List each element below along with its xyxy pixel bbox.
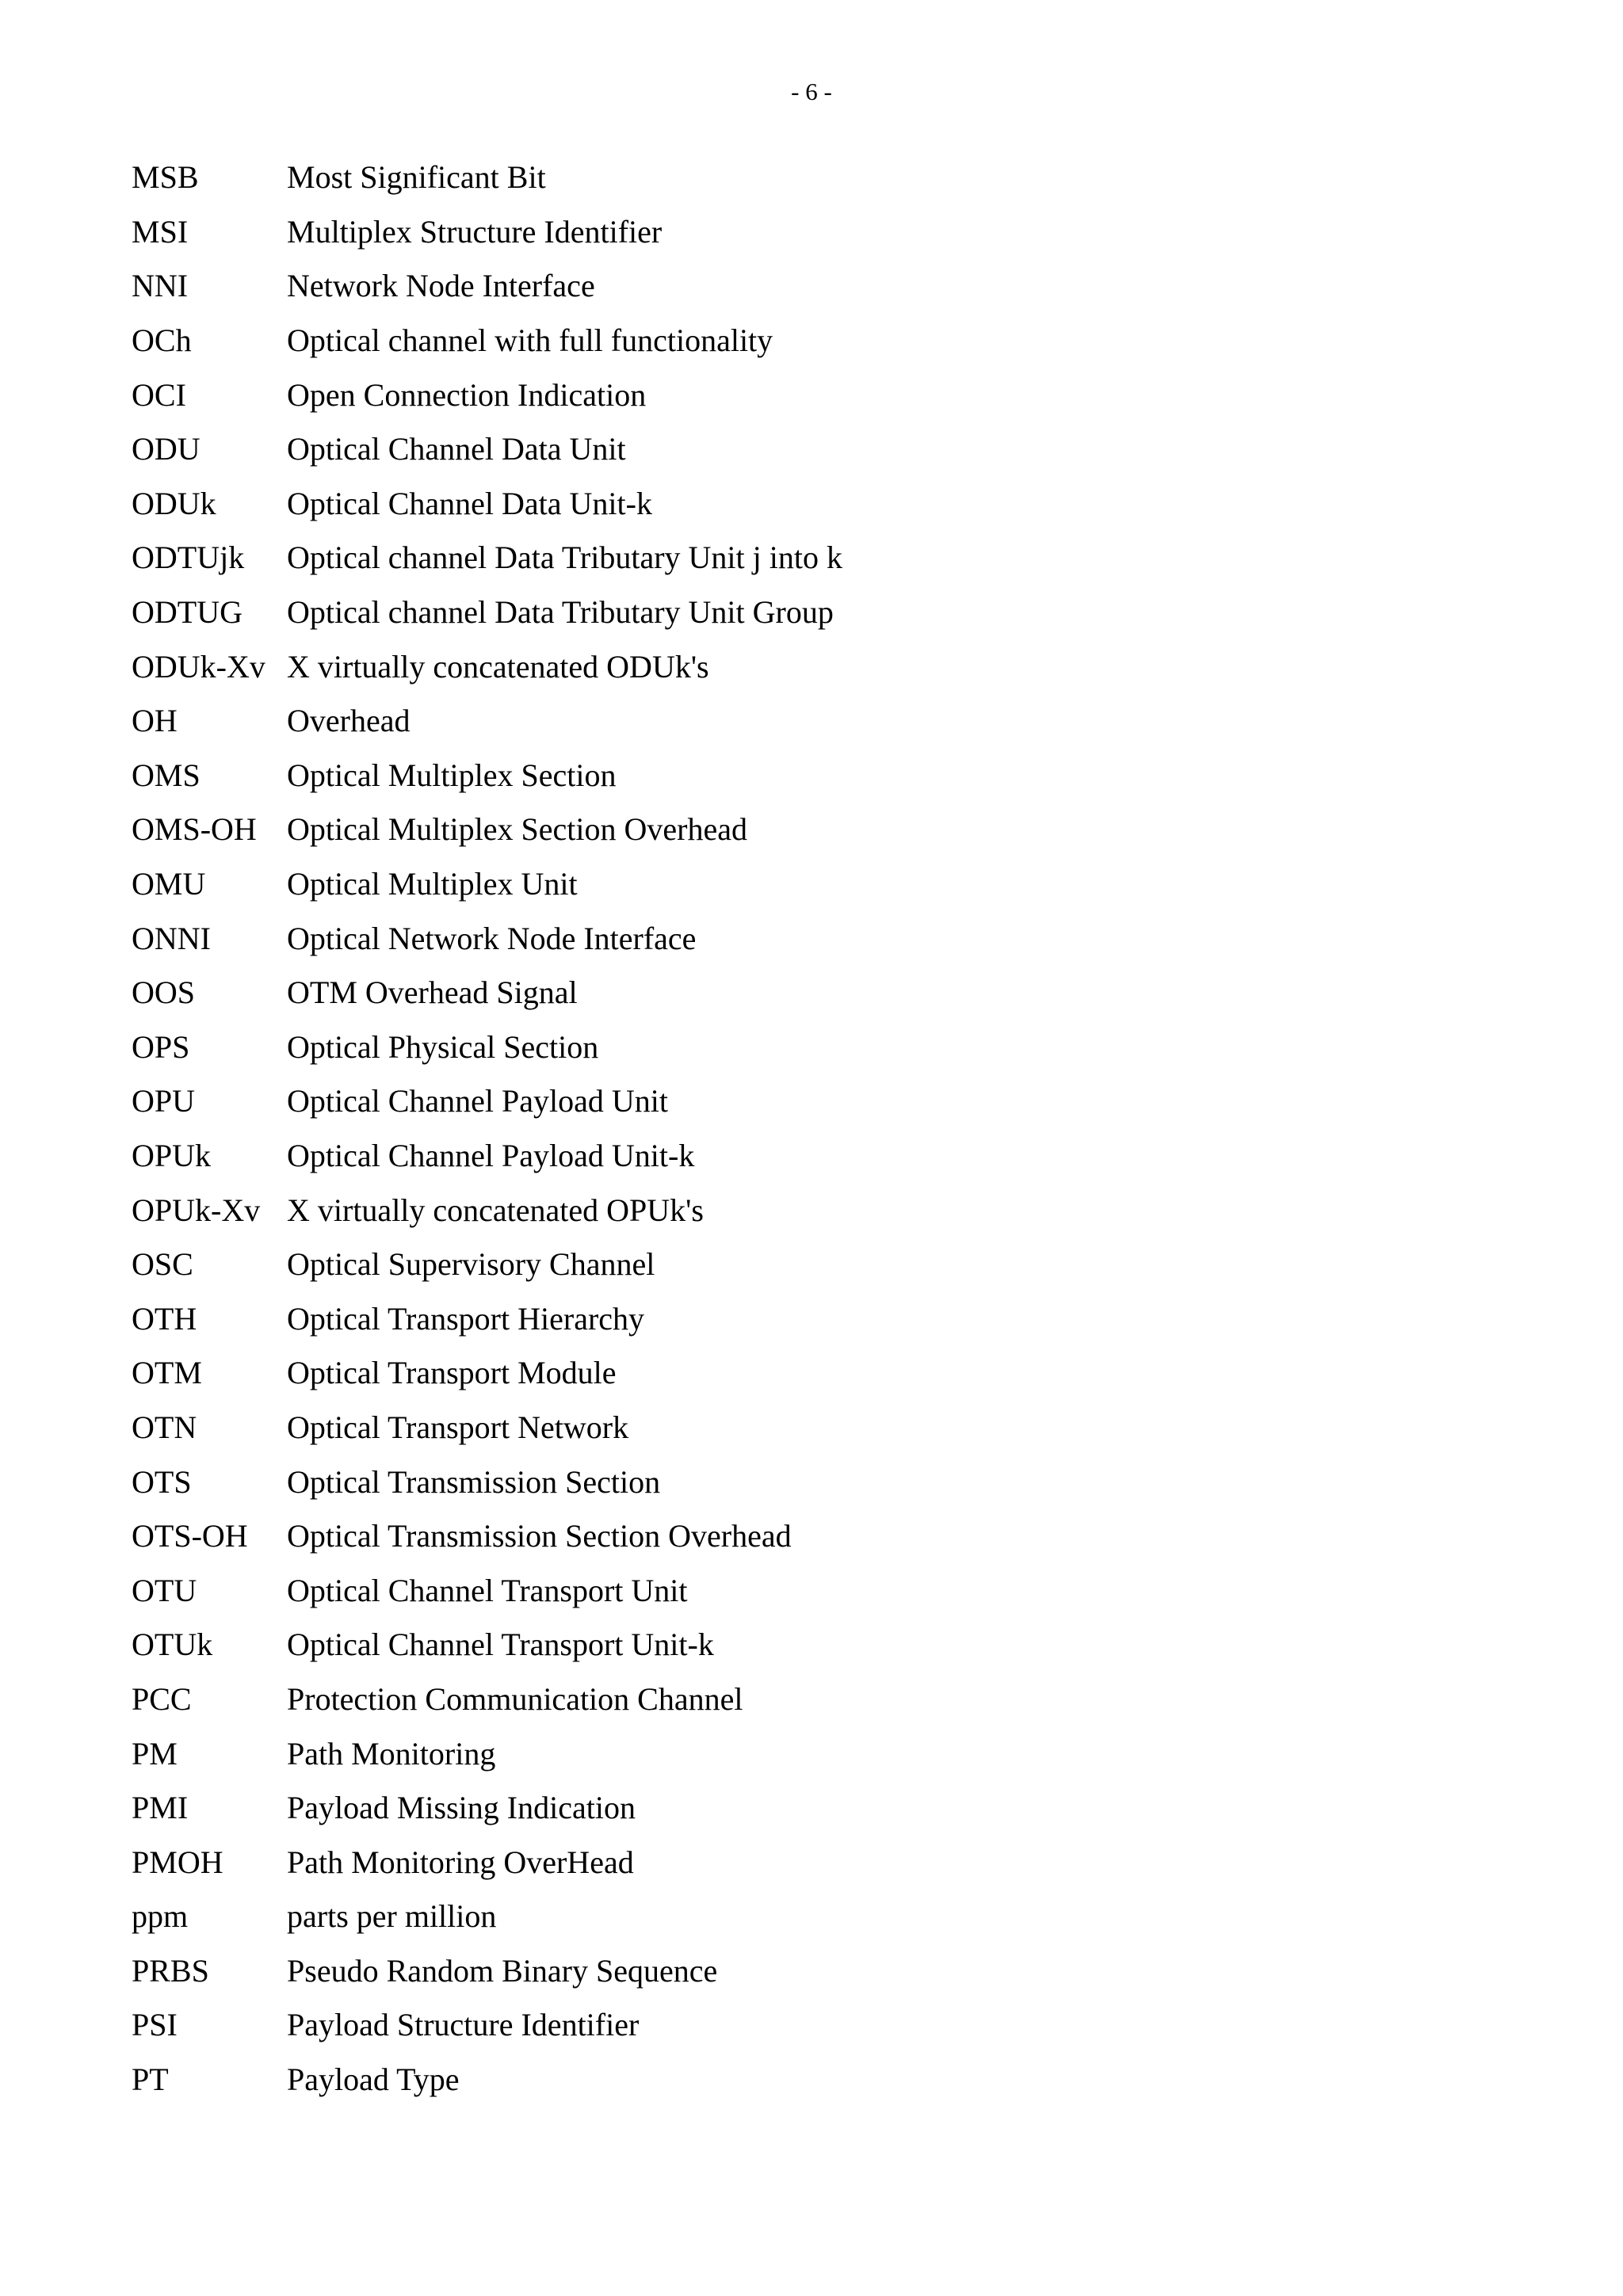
page-number: - 6 - [791,78,832,105]
abbreviation-row [132,857,1558,912]
abbreviation-definition: OTM Overhead Signal [287,974,578,1011]
abbreviation-definition: Optical channel with full functionality [287,322,773,359]
abbreviation-definition: X virtually concatenated ODUk's [287,648,709,685]
abbreviation-definition: Optical Network Node Interface [287,920,697,956]
abbreviation-definition: Optical Transmission Section Overhead [287,1518,792,1554]
abbreviation-definition: Optical Transport Module [287,1355,617,1391]
abbreviation-term: OCh [132,322,192,359]
abbreviation-term: ODTUjk [132,540,245,576]
abbreviation-term: ODUk [132,485,216,521]
abbreviation-term: ODU [132,431,200,467]
abbreviation-row [132,966,1558,1020]
abbreviation-definition: Protection Communication Channel [287,1680,743,1717]
abbreviation-row [132,1726,1558,1781]
abbreviation-term: OPUk-Xv [132,1192,261,1228]
abbreviation-term: OTM [132,1355,202,1391]
abbreviation-row [132,1672,1558,1727]
abbreviation-list [132,151,1558,2107]
abbreviation-definition: Multiplex Structure Identifier [287,213,663,250]
abbreviation-row [132,314,1558,368]
abbreviation-definition: Optical Multiplex Section [287,757,617,793]
abbreviation-definition: Optical Multiplex Unit [287,866,578,902]
abbreviation-row [132,1238,1558,1292]
abbreviation-term: NNI [132,268,189,304]
abbreviation-row [132,1074,1558,1129]
abbreviation-definition: Optical Physical Section [287,1028,599,1065]
abbreviation-term: PMI [132,1790,189,1826]
abbreviation-definition: Pseudo Random Binary Sequence [287,1952,718,1989]
abbreviation-row [132,422,1558,477]
abbreviation-definition: Payload Missing Indication [287,1790,636,1826]
abbreviation-row [132,1618,1558,1672]
abbreviation-definition: Optical Supervisory Channel [287,1246,655,1283]
abbreviation-row [132,1291,1558,1346]
abbreviation-row [132,694,1558,749]
abbreviation-term: ODUk-Xv [132,648,265,685]
abbreviation-term: OSC [132,1246,193,1283]
abbreviation-row [132,639,1558,694]
abbreviation-term: OTS [132,1463,192,1500]
abbreviation-term: ODTUG [132,594,242,631]
abbreviation-term: PSI [132,2007,178,2043]
abbreviation-row [132,749,1558,803]
abbreviation-row [132,1455,1558,1509]
abbreviation-definition: Path Monitoring OverHead [287,1844,634,1880]
abbreviation-term: OMS-OH [132,811,257,848]
abbreviation-term: OTUk [132,1627,213,1663]
abbreviation-row [132,1183,1558,1238]
abbreviation-row [132,1129,1558,1184]
abbreviation-term: PT [132,2061,169,2098]
abbreviation-term: OOS [132,974,196,1011]
abbreviation-row [132,1944,1558,1999]
abbreviation-row [132,259,1558,314]
abbreviation-definition: Optical Multiplex Section Overhead [287,811,747,848]
abbreviation-row [132,531,1558,585]
abbreviation-row [132,151,1558,205]
abbreviation-row [132,477,1558,532]
abbreviation-row [132,1020,1558,1075]
abbreviation-term: OTH [132,1300,197,1337]
abbreviation-term: OPU [132,1083,196,1119]
abbreviation-row [132,205,1558,260]
abbreviation-row [132,2053,1558,2107]
abbreviation-definition: X virtually concatenated OPUk's [287,1192,704,1228]
abbreviation-term: ONNI [132,920,211,956]
abbreviation-term: OTN [132,1409,197,1445]
abbreviation-definition: Path Monitoring [287,1735,496,1772]
abbreviation-row [132,911,1558,966]
abbreviation-term: PRBS [132,1952,209,1989]
abbreviation-term: OTS-OH [132,1518,248,1554]
abbreviation-term: OH [132,703,178,739]
abbreviation-term: OTU [132,1572,197,1608]
abbreviation-definition: parts per million [287,1898,497,1935]
abbreviation-row [132,1781,1558,1836]
abbreviation-term: OMU [132,866,206,902]
abbreviation-term: PM [132,1735,178,1772]
abbreviation-definition: Optical channel Data Tributary Unit Group [287,594,834,631]
abbreviation-definition: Optical channel Data Tributary Unit j into k [287,540,842,576]
abbreviation-row [132,1998,1558,2053]
abbreviation-term: PCC [132,1680,192,1717]
abbreviation-term: OCI [132,376,186,413]
abbreviation-definition: Optical Transmission Section [287,1463,661,1500]
abbreviation-definition: Optical Channel Data Unit [287,431,626,467]
abbreviation-row [132,585,1558,640]
abbreviation-row [132,368,1558,422]
abbreviation-term: OMS [132,757,200,793]
abbreviation-definition: Payload Structure Identifier [287,2007,640,2043]
abbreviation-row [132,803,1558,857]
abbreviation-definition: Optical Channel Transport Unit [287,1572,688,1608]
abbreviation-term: PMOH [132,1844,223,1880]
abbreviation-definition: Overhead [287,703,411,739]
abbreviation-definition: Optical Transport Hierarchy [287,1300,645,1337]
abbreviation-definition: Payload Type [287,2061,460,2098]
abbreviation-definition: Network Node Interface [287,268,595,304]
abbreviation-row [132,1401,1558,1455]
abbreviation-row [132,1346,1558,1401]
abbreviation-definition: Optical Channel Transport Unit-k [287,1627,714,1663]
abbreviation-term: OPS [132,1028,190,1065]
abbreviation-row [132,1835,1558,1890]
abbreviation-term: OPUk [132,1137,212,1173]
abbreviation-row [132,1563,1558,1618]
abbreviation-definition: Optical Channel Payload Unit-k [287,1137,695,1173]
abbreviation-term: ppm [132,1898,189,1935]
abbreviation-definition: Open Connection Indication [287,376,647,413]
abbreviation-term: MSB [132,159,199,196]
abbreviation-definition: Optical Transport Network [287,1409,629,1445]
abbreviation-definition: Most Significant Bit [287,159,546,196]
abbreviation-definition: Optical Channel Data Unit-k [287,485,652,521]
abbreviation-definition: Optical Channel Payload Unit [287,1083,669,1119]
abbreviation-row [132,1890,1558,1944]
abbreviation-row [132,1509,1558,1564]
abbreviation-term: MSI [132,213,189,250]
